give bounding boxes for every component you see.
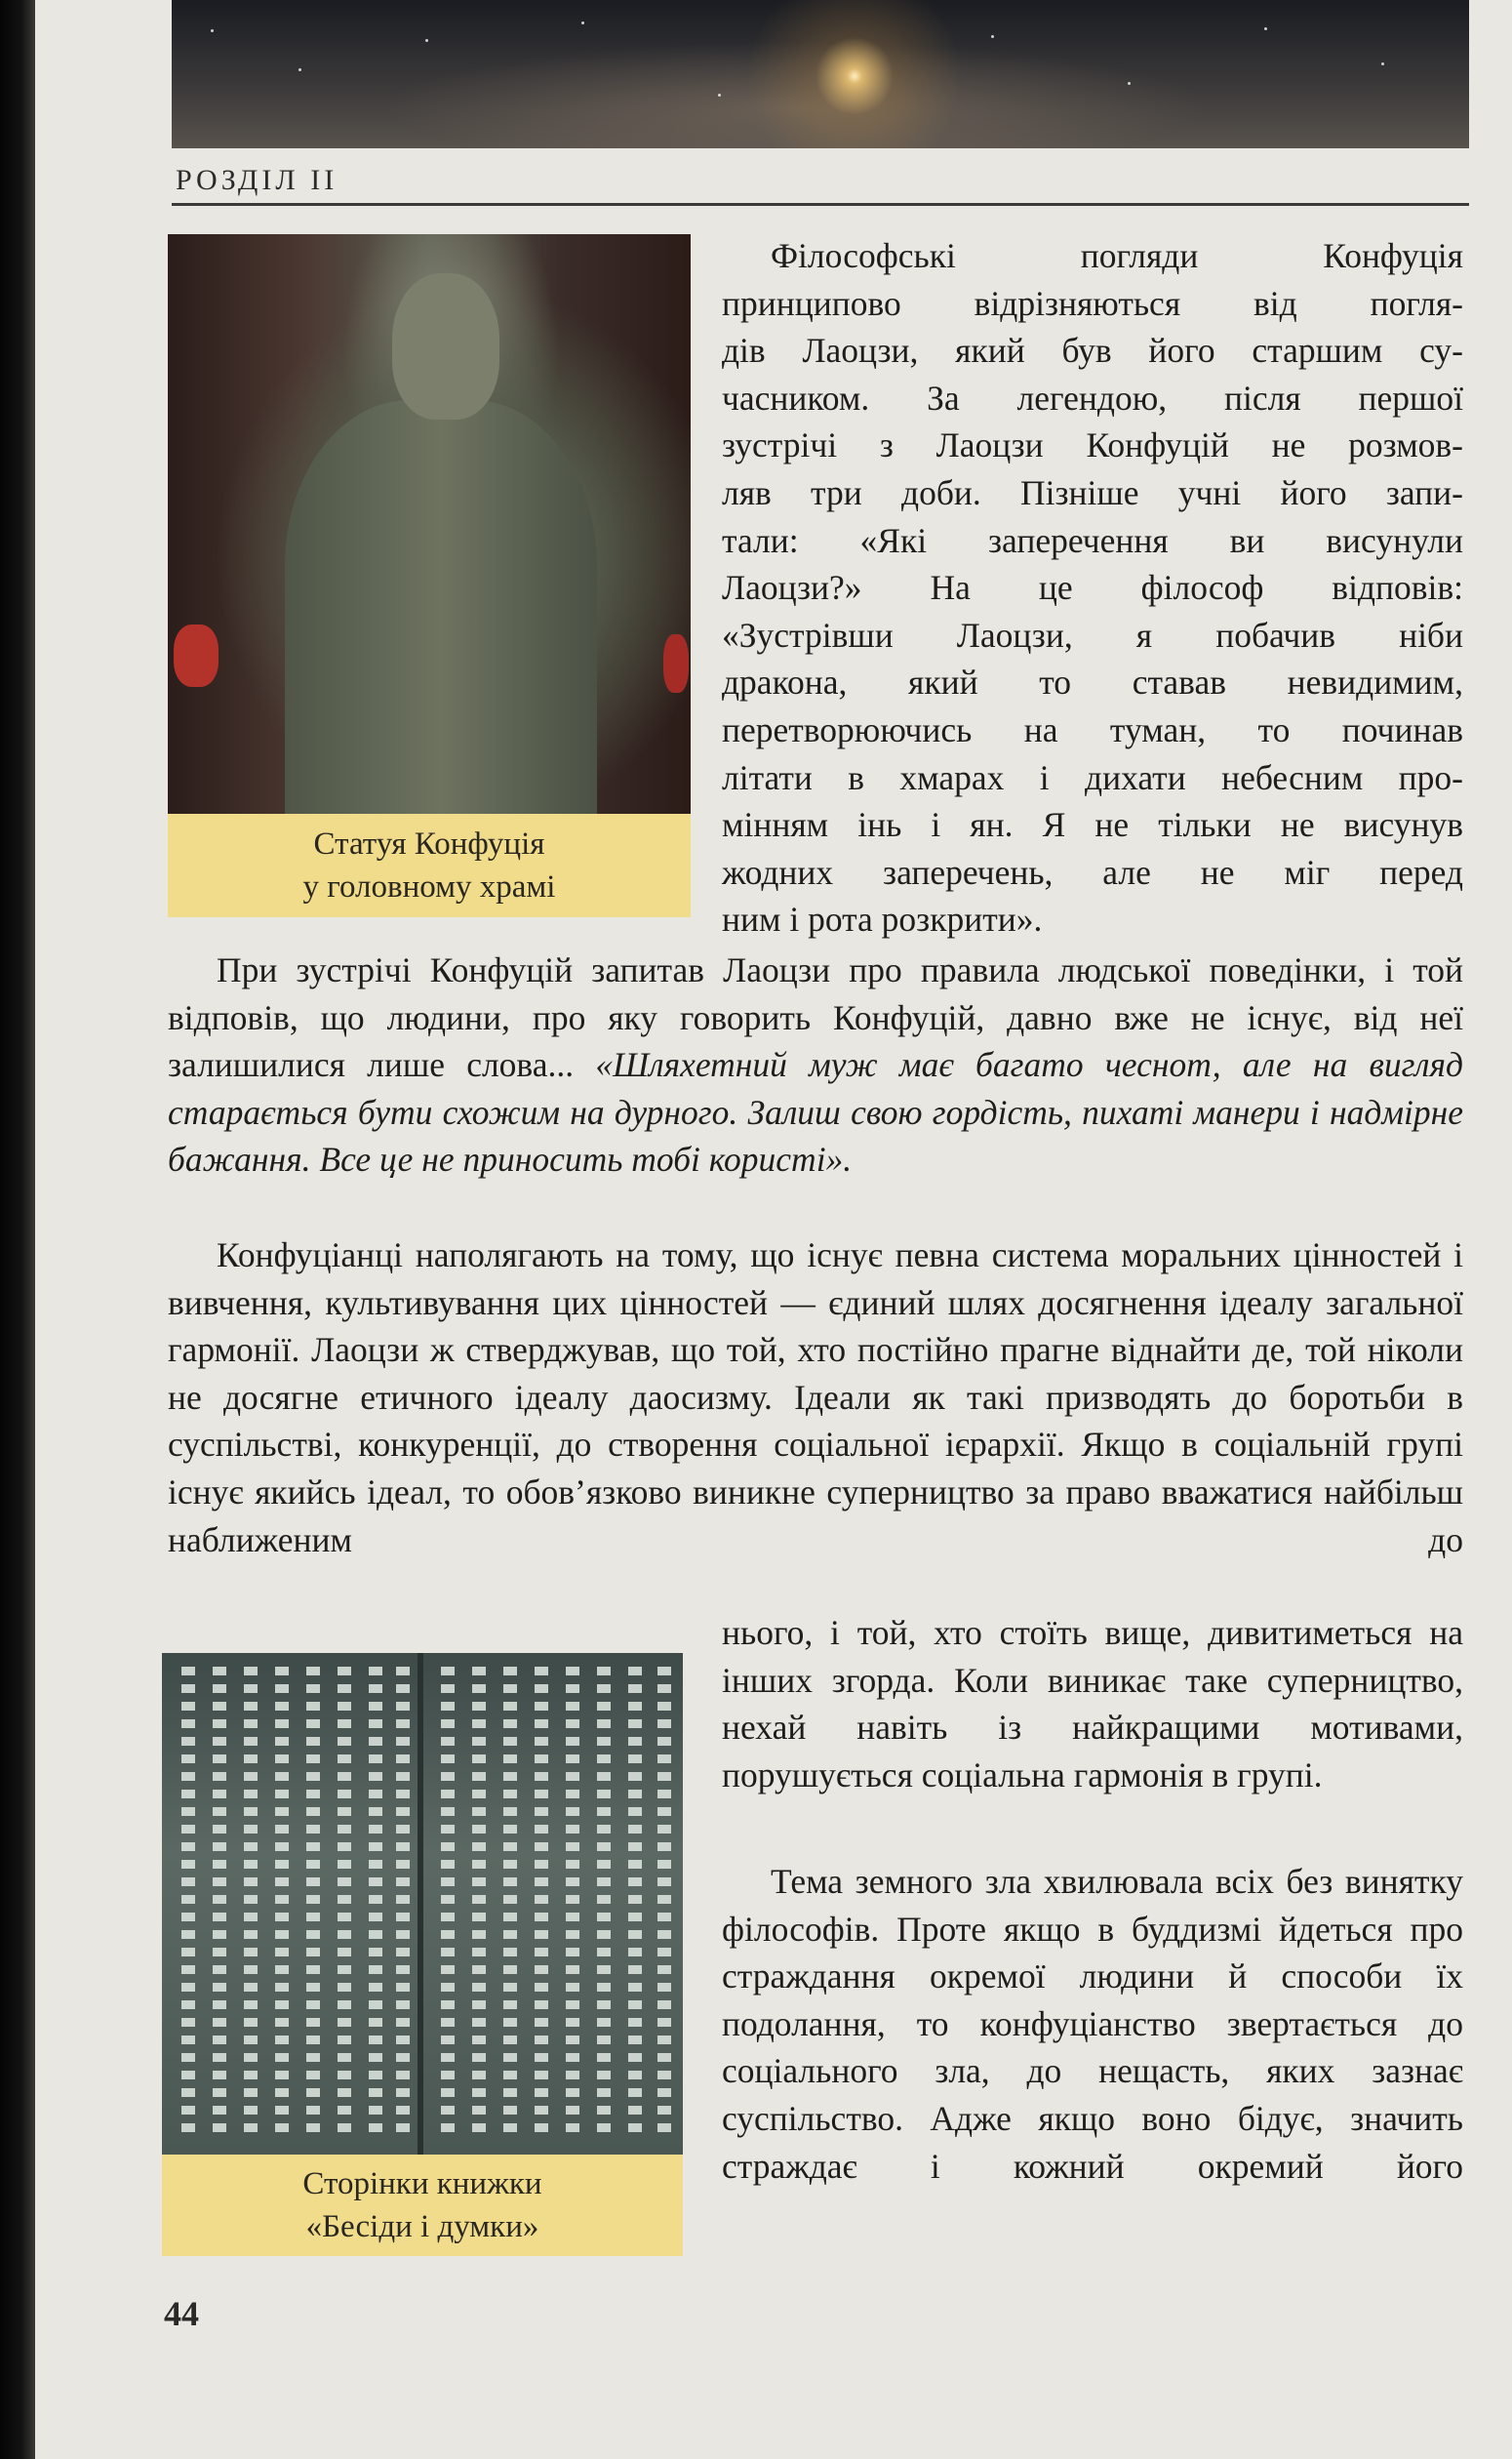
caption-line: Статуя Конфуція	[313, 826, 545, 862]
starry-sky-banner	[172, 0, 1469, 148]
text-line: літати в хмарах і дихати небесним про-	[722, 757, 1463, 797]
section-title: РОЗДІЛ II	[176, 164, 338, 196]
text-line: зустрічі з Лаоцзи Конфуцій не розмов-	[722, 425, 1463, 465]
paragraph-text: При зустрічі Конфуцій запитав Лаоцзи про правила людської поведінки, і той відповів, що людини, про яку говорить Конфуцій, давно вже не існує, від неї залишилися лише слова...	[168, 950, 1463, 1085]
text-line: жодних заперечень, але не міг перед	[722, 852, 1463, 892]
red-lantern-icon	[663, 634, 689, 693]
paragraph-3: Конфуціанці наполягають на тому, що існує певна система моральних цінностей і вивчення, культивування цих цінностей — єдиний шлях досягнення ідеалу загальної гармонії. Лаоцзи ж стверджував, що той, хто постійно прагне віднайти де, той ніколи не досягне етичного ідеалу даосизму. Ідеали як такі призводять до боротьби в суспільстві, конкуренції, до створення соціальної ієрархії. Якщо в соціальній групі існує якийсь ідеал, то обов’язково виникне суперництво за право вважатися найбільш наближеним до	[168, 1235, 1463, 1559]
figure-confucius-statue	[168, 234, 691, 917]
text-line: «Зустрівши Лаоцзи, я побачив ніби	[722, 615, 1463, 655]
page-number: 44	[164, 2294, 199, 2333]
paragraph-2	[168, 947, 1463, 1184]
figure-book-pages	[162, 1653, 683, 2256]
figure-caption	[168, 814, 691, 917]
statue-head	[392, 273, 499, 420]
paragraph-3-continued: нього, і той, хто стоїть вище, дивитиметься на інших згорда. Коли виникає таке суперництво, нехай навіть із найкращими мотивами, порушується соціальна гармонія в групі.	[722, 1613, 1463, 1794]
text-line: дракона, який то ставав невидимим,	[722, 663, 1463, 703]
book-pages-photo-icon	[162, 1653, 683, 2155]
statue-body	[285, 400, 597, 814]
text-line: Філософські погляди Конфуція	[771, 236, 1463, 275]
caption-line: у головному храмі	[302, 869, 556, 905]
statue-photo-icon	[168, 234, 691, 814]
paragraph-4: Тема земного зла хвилювала всіх без винятку філософів. Проте якщо в буддизмі йдеться про страждання окремої людини й способи їх подолання, то конфуціанство звертається до соціального зла, до нещасть, яких зазнає суспільство. Адже якщо воно бідує, значить страждає і кожний окремий його	[722, 1862, 1463, 2186]
caption-line: Сторінки книжки	[302, 2166, 542, 2201]
book-spine	[0, 0, 35, 2459]
quote-italic: «Шляхетний муж має багато чеснот, але на вигляд старається бути схожим на дурного. Залиш свою гордість, пихаті манери і надмірне бажання. Все це не приносить тобі користі».	[168, 1045, 1463, 1180]
text-line: часником. За легендою, після першої	[722, 378, 1463, 418]
caption-line: «Бесіди і думки»	[305, 2209, 539, 2244]
header-rule	[172, 203, 1469, 206]
text-line: Лаоцзи?» На це філософ відповів:	[722, 568, 1463, 608]
text-line: ляв три доби. Пізніше учні його запи-	[722, 473, 1463, 512]
book-spine-divider	[418, 1653, 423, 2155]
text-line: ним і рота розкрити».	[722, 900, 1043, 940]
figure-caption	[162, 2155, 683, 2256]
text-line: принципово відрізняються від погля-	[722, 283, 1463, 323]
text-line: дів Лаоцзи, який був його старшим су-	[722, 331, 1463, 371]
text-line: перетворюючись на туман, то починав	[722, 710, 1463, 749]
text-line: тали: «Які заперечення ви висунули	[722, 520, 1463, 560]
text-line: мінням інь і ян. Я не тільки не висунув	[722, 805, 1463, 845]
red-lantern-icon	[174, 625, 219, 687]
